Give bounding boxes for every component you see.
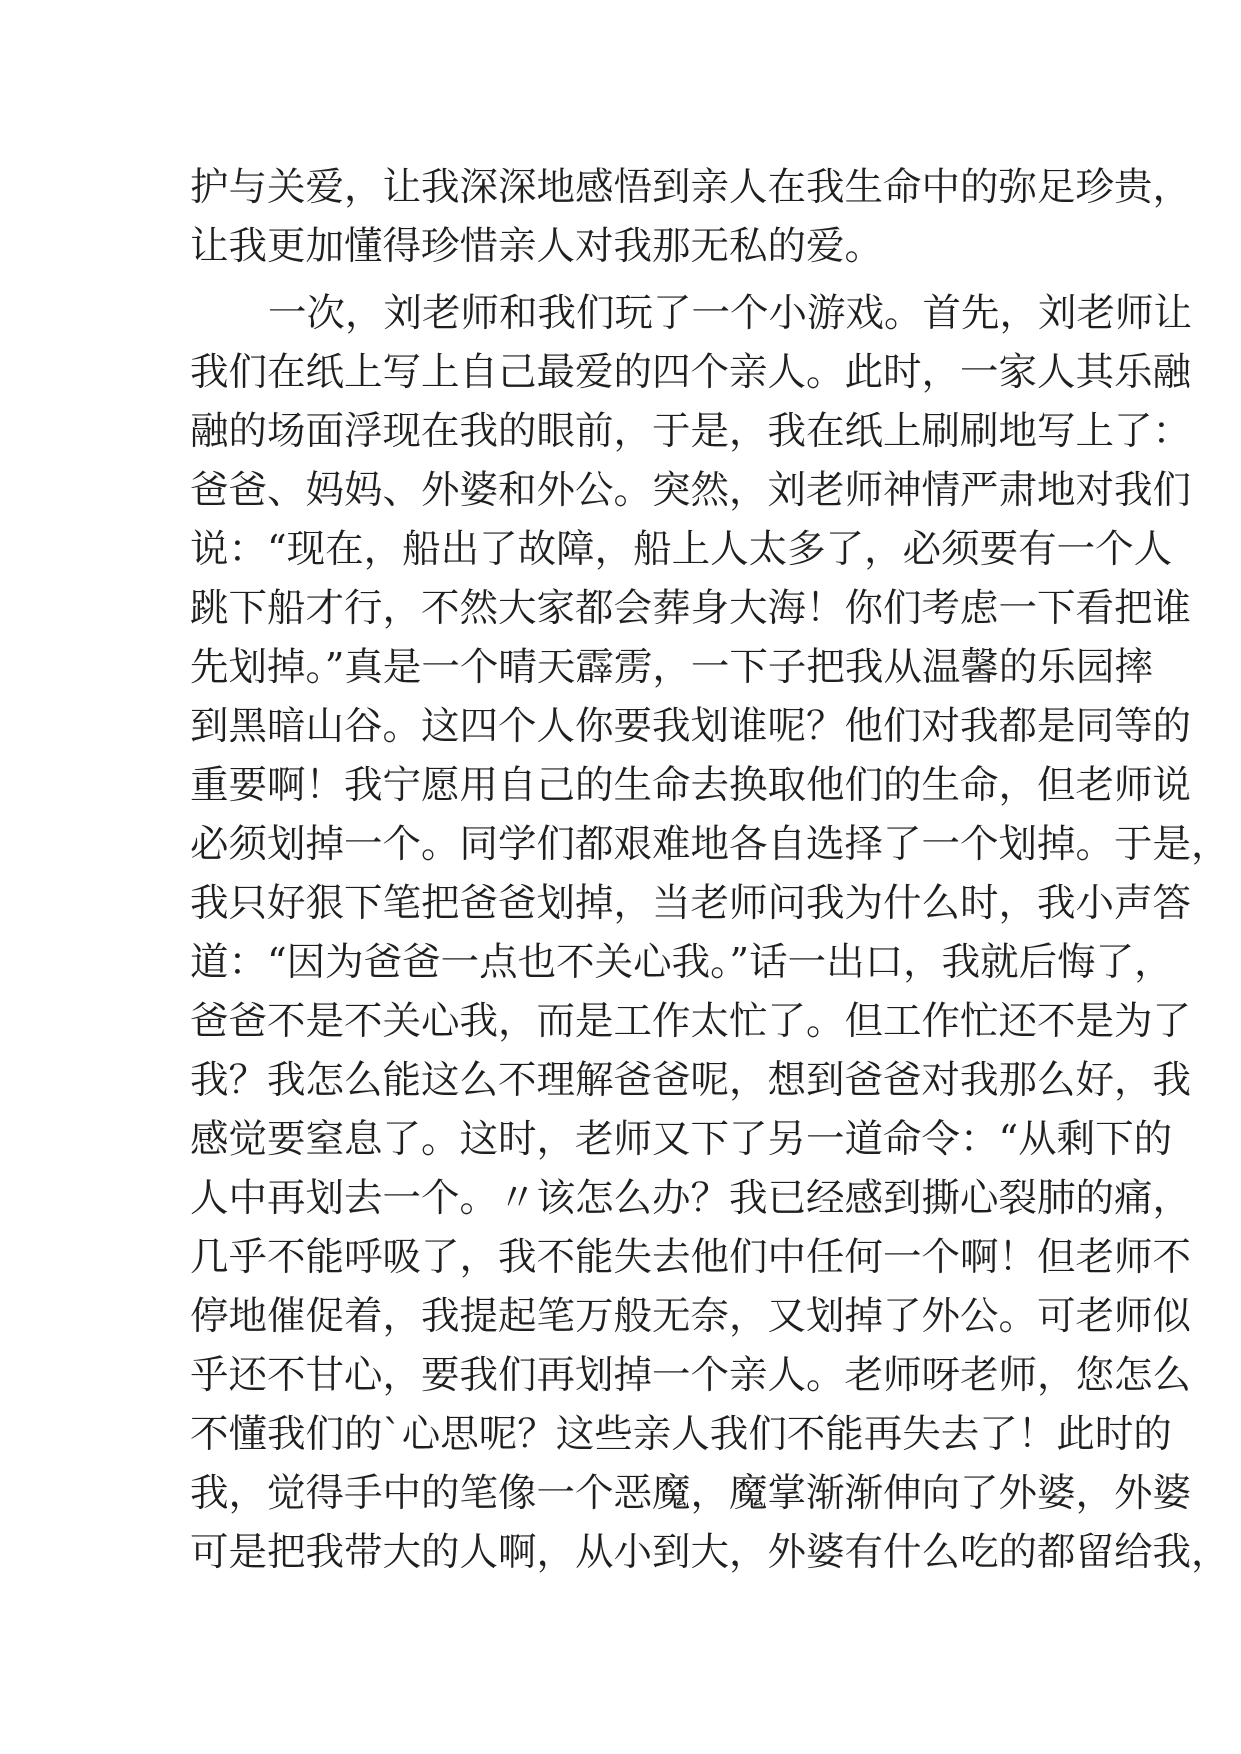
paragraph-1: [190, 158, 1192, 276]
body-text: [190, 158, 1230, 1582]
text-line: 可是把我带大的人啊，从小到大，外婆有什么吃的都留给我，: [190, 1530, 1230, 1575]
text-line: 人中再划去一个。〃该怎么办？我已经感到撕心裂肺的痛，: [190, 1176, 1192, 1221]
text-line: 一次，刘老师和我们玩了一个小游戏。首先，刘老师让: [268, 291, 1193, 336]
text-line: 几乎不能呼吸了，我不能失去他们中任何一个啊！但老师不: [190, 1235, 1192, 1280]
text-line: 感觉要窒息了。这时，老师又下了另一道命令：“从剩下的: [190, 1117, 1173, 1162]
text-line: 爸爸、妈妈、外婆和外公。突然，刘老师神情严肃地对我们: [190, 468, 1192, 513]
text-line: 停地催促着，我提起笔万般无奈，又划掉了外公。可老师似: [190, 1294, 1192, 1339]
text-line: 道：“因为爸爸一点也不关心我。”话一出口，我就后悔了，: [190, 940, 1173, 985]
text-line: 先划掉。”真是一个晴天霹雳，一下子把我从温馨的乐园摔: [190, 645, 1153, 690]
text-line: 爸爸不是不关心我，而是工作太忙了。但工作忙还不是为了: [190, 999, 1192, 1044]
text-line: 说：“现在，船出了故障，船上人太多了，必须要有一个人: [190, 527, 1173, 572]
text-line: 不懂我们的`心思呢？这些亲人我们不能再失去了！此时的: [190, 1412, 1172, 1457]
text-line: 护与关爱，让我深深地感悟到亲人在我生命中的弥足珍贵，: [190, 165, 1192, 210]
text-line: 乎还不甘心，要我们再划掉一个亲人。老师呀老师，您怎么: [190, 1353, 1192, 1398]
text-line: 重要啊！我宁愿用自己的生命去换取他们的生命，但老师说: [190, 763, 1192, 808]
text-line: 我？我怎么能这么不理解爸爸呢，想到爸爸对我那么好，我: [190, 1058, 1192, 1103]
text-line: 融的场面浮现在我的眼前，于是，我在纸上刷刷地写上了：: [190, 409, 1192, 454]
text-line: 我只好狠下笔把爸爸划掉，当老师问我为什么时，我小声答: [190, 881, 1192, 926]
text-line: 我们在纸上写上自己最爱的四个亲人。此时，一家人其乐融: [190, 350, 1192, 395]
text-line: 让我更加懂得珍惜亲人对我那无私的爱。: [190, 224, 884, 269]
text-line: 必须划掉一个。同学们都艰难地各自选择了一个划掉。于是，: [190, 822, 1230, 867]
text-line: 我，觉得手中的笔像一个恶魔，魔掌渐渐伸向了外婆，外婆: [190, 1471, 1192, 1516]
text-line: 跳下船才行，不然大家都会葬身大海！你们考虑一下看把谁: [190, 586, 1192, 631]
text-line: 到黑暗山谷。这四个人你要我划谁呢？他们对我都是同等的: [190, 704, 1192, 749]
paragraph-2: [190, 284, 1230, 1582]
